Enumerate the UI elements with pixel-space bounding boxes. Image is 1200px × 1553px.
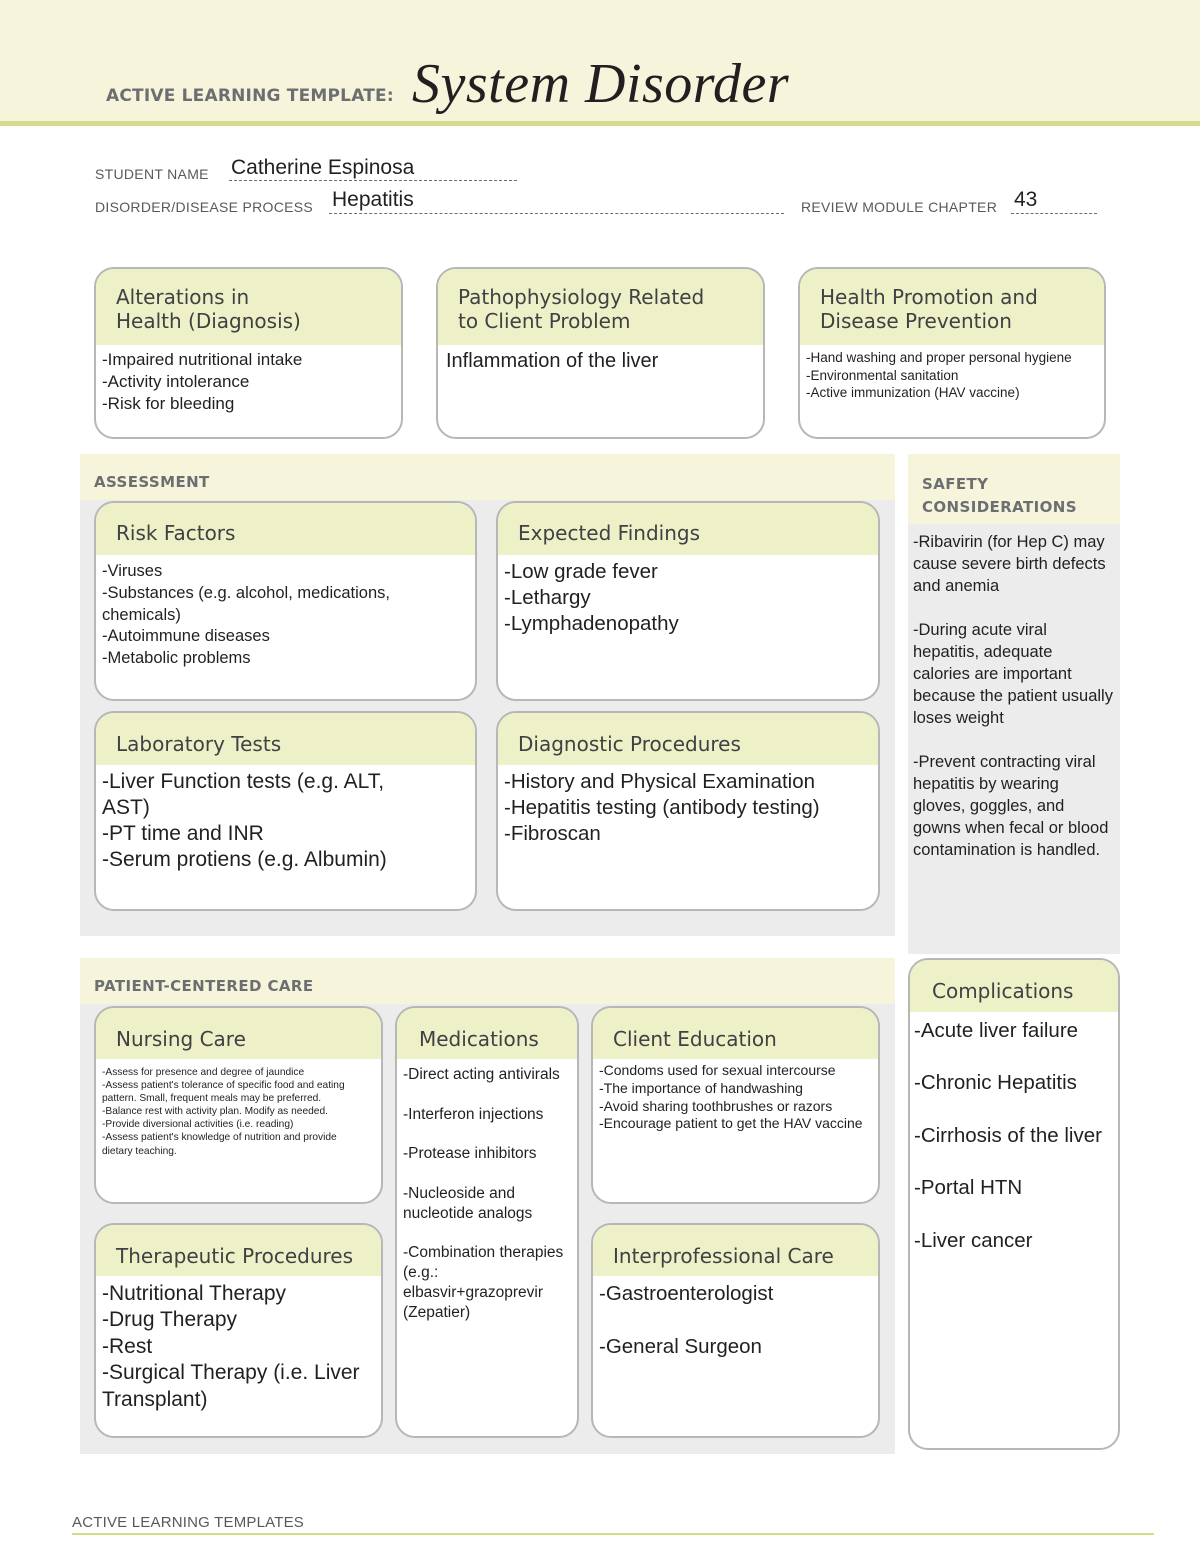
template-label: ACTIVE LEARNING TEMPLATE: bbox=[106, 86, 394, 106]
chapter-value[interactable]: 43 bbox=[1014, 188, 1038, 211]
therapeutic-procedures-box bbox=[94, 1223, 383, 1438]
complications-body[interactable]: -Acute liver failure -Chronic Hepatitis -Cirrhosis of the liver -Portal HTN -Liver cancer bbox=[914, 1019, 1102, 1252]
student-name-line bbox=[229, 180, 517, 181]
therapeutic-procedures-title: Therapeutic Procedures bbox=[96, 1225, 381, 1276]
disorder-value[interactable]: Hepatitis bbox=[332, 188, 414, 211]
patient-care-label: PATIENT-CENTERED CARE bbox=[94, 977, 314, 995]
student-name-label: STUDENT NAME bbox=[95, 166, 209, 182]
laboratory-tests-body[interactable]: -Liver Function tests (e.g. ALT, AST) -PT time and INR -Serum protiens (e.g. Albumin) bbox=[102, 770, 387, 871]
expected-findings-body[interactable]: -Low grade fever -Lethargy -Lymphadenopathy bbox=[504, 560, 679, 635]
health-promotion-body[interactable]: -Hand washing and proper personal hygiene -Environmental sanitation -Active immunization (HAV vaccine) bbox=[806, 350, 1072, 400]
medications-body[interactable]: -Direct acting antivirals -Interferon injections -Protease inhibitors -Nucleoside and nucleotide analogs -Combination therapies (e.g.: elbasvir+grazoprevir (Zepatier) bbox=[403, 1066, 564, 1321]
client-education-title: Client Education bbox=[593, 1008, 878, 1059]
disorder-line bbox=[329, 213, 784, 214]
risk-factors-title: Risk Factors bbox=[96, 503, 475, 555]
client-education-body[interactable]: -Condoms used for sexual intercourse -The importance of handwashing -Avoid sharing toothbrushes or razors -Encourage patient to get the HAV vaccine bbox=[599, 1062, 863, 1132]
chapter-line bbox=[1011, 213, 1097, 214]
complications-box bbox=[908, 958, 1120, 1450]
template-title: System Disorder bbox=[412, 53, 790, 115]
interprofessional-care-body[interactable]: -Gastroenterologist -General Surgeon bbox=[599, 1282, 774, 1358]
safety-label: SAFETY CONSIDERATIONS bbox=[922, 475, 1077, 516]
medications-box bbox=[395, 1006, 579, 1438]
disorder-label: DISORDER/DISEASE PROCESS bbox=[95, 199, 314, 215]
nursing-care-box bbox=[94, 1006, 383, 1204]
interprofessional-care-title: Interprofessional Care bbox=[593, 1225, 878, 1276]
assessment-label: ASSESSMENT bbox=[94, 473, 210, 491]
laboratory-tests-title: Laboratory Tests bbox=[96, 713, 475, 765]
safety-body[interactable]: -Ribavirin (for Hep C) may cause severe birth defects and anemia -During acute viral hepatitis, adequate calories are important because the patient usually loses weight -Prevent contracting viral hepatitis by wearing gloves, goggles, and gowns when fecal or blood contamination is handled. bbox=[913, 533, 1113, 859]
laboratory-tests-box bbox=[94, 711, 477, 911]
diagnostic-procedures-title: Diagnostic Procedures bbox=[498, 713, 878, 765]
expected-findings-title: Expected Findings bbox=[498, 503, 878, 555]
alterations-box bbox=[94, 267, 403, 439]
student-name-value[interactable]: Catherine Espinosa bbox=[231, 156, 415, 179]
diagnostic-procedures-body[interactable]: -History and Physical Examination -Hepatitis testing (antibody testing) -Fibroscan bbox=[504, 770, 820, 845]
complications-title: Complications bbox=[910, 960, 1118, 1012]
chapter-label: REVIEW MODULE CHAPTER bbox=[801, 199, 998, 215]
nursing-care-body[interactable]: -Assess for presence and degree of jaundice -Assess patient's tolerance of specific food and eating pattern. Small, frequent meals may be preferred. -Balance rest with activity plan. Modify as needed. -Provide diversional activities (i.e. reading) -Assess patient's knowledge of nutrition and provide dietary teaching. bbox=[102, 1067, 345, 1157]
health-promotion-box bbox=[798, 267, 1106, 439]
risk-factors-body[interactable]: -Viruses -Substances (e.g. alcohol, medications, chemicals) -Autoimmune diseases -Metabolic problems bbox=[102, 562, 390, 668]
therapeutic-procedures-body[interactable]: -Nutritional Therapy -Drug Therapy -Rest -Surgical Therapy (i.e. Liver Transplant) bbox=[102, 1282, 360, 1411]
medications-title: Medications bbox=[397, 1008, 577, 1059]
diagnostic-procedures-box bbox=[496, 711, 880, 911]
pathophysiology-title: Pathophysiology Related to Client Problem bbox=[438, 269, 763, 345]
health-promotion-title: Health Promotion and Disease Prevention bbox=[800, 269, 1104, 345]
alterations-title: Alterations in Health (Diagnosis) bbox=[96, 269, 401, 345]
footer-label: ACTIVE LEARNING TEMPLATES bbox=[72, 1514, 304, 1531]
header-divider bbox=[0, 121, 1200, 126]
footer-divider bbox=[72, 1533, 1154, 1535]
interprofessional-care-box bbox=[591, 1223, 880, 1438]
pathophysiology-body[interactable]: Inflammation of the liver bbox=[446, 350, 659, 372]
expected-findings-box bbox=[496, 501, 880, 701]
alterations-body[interactable]: -Impaired nutritional intake -Activity intolerance -Risk for bleeding bbox=[102, 350, 303, 413]
nursing-care-title: Nursing Care bbox=[96, 1008, 381, 1059]
client-education-box bbox=[591, 1006, 880, 1204]
pathophysiology-box bbox=[436, 267, 765, 439]
risk-factors-box bbox=[94, 501, 477, 701]
